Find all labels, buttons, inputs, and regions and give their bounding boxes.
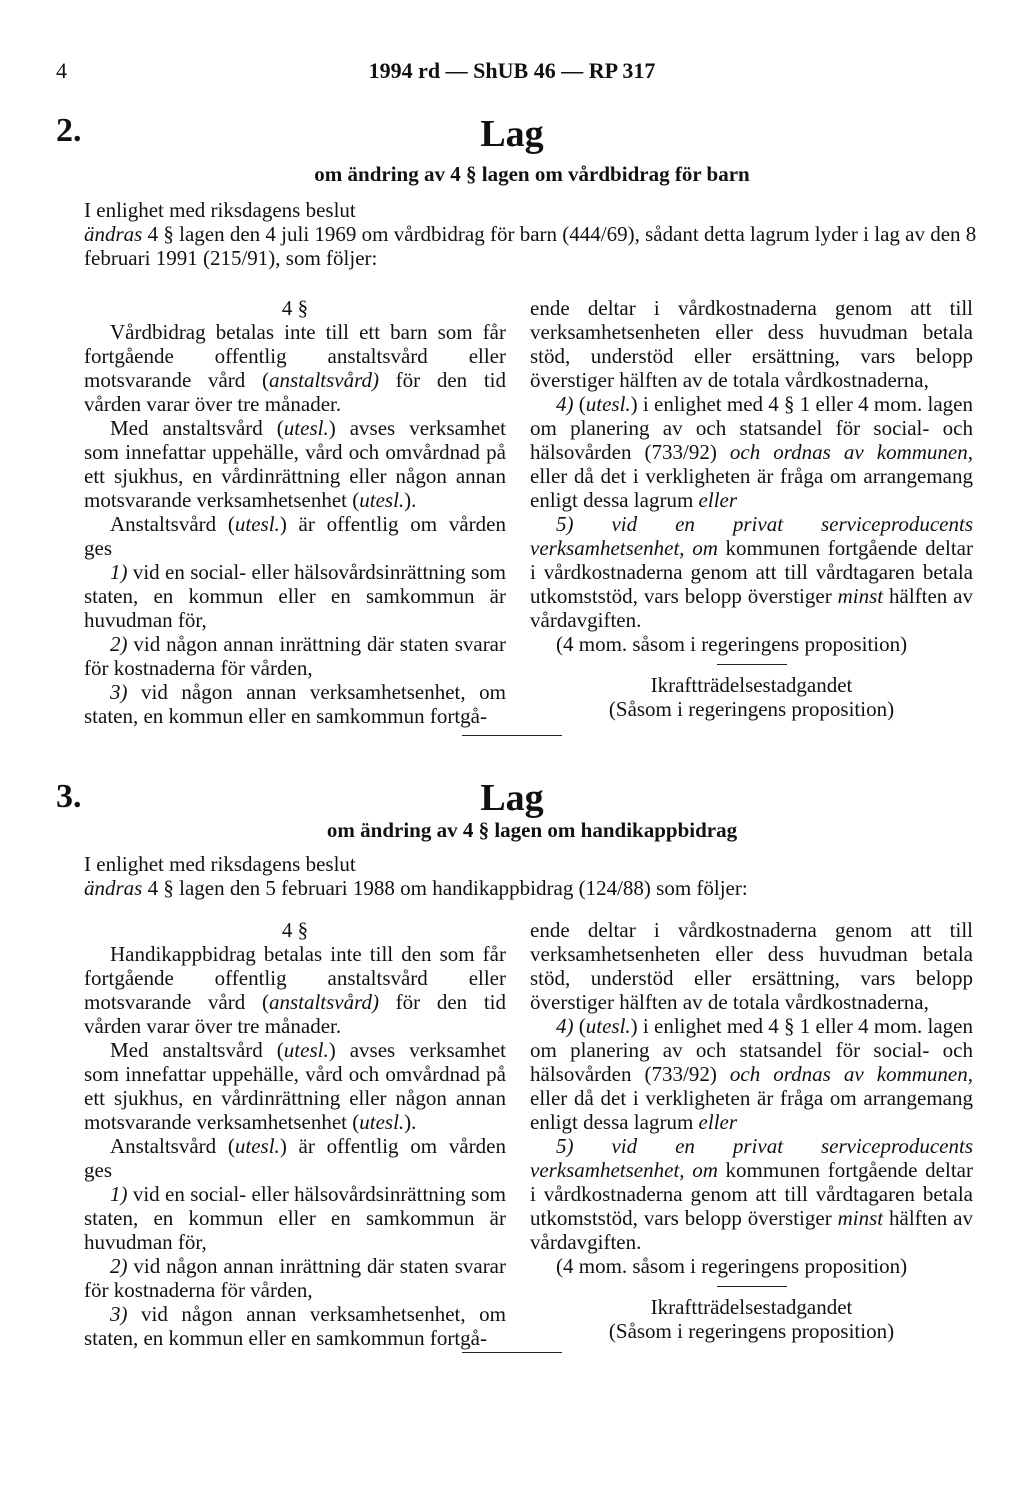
item-1: 1) vid en social- eller hälsovårdsinrättning som staten, en kommun eller en samkommun är huvudman för, bbox=[84, 560, 506, 632]
section-3-intro bbox=[84, 852, 984, 900]
intro-text bbox=[84, 876, 984, 900]
intro-line: I enlighet med riksdagens beslut bbox=[84, 852, 356, 876]
intro-rest: 4 § lagen den 4 juli 1969 om vårdbidrag för barn (444/69), sådant detta lagrum lyder i lag av den 8 februari 1991 (215/91), som följer: bbox=[84, 222, 977, 270]
paragraph-3: Anstaltsvård (utesl.) är offentlig om vården ges bbox=[84, 1134, 506, 1182]
paragraph-3: Anstaltsvård (utesl.) är offentlig om vården ges bbox=[84, 512, 506, 560]
section-3-number: 3. bbox=[56, 778, 82, 815]
right-paragraph-1: ende deltar i vårdkostnaderna genom att till verksamhetsenheten eller dess huvudman betala stöd, understöd eller ersättning, vars belopp överstiger hälften av de totala vårdkostnaderna, bbox=[530, 296, 973, 392]
section-3-subtitle: om ändring av 4 § lagen om handikappbidrag bbox=[326, 818, 738, 842]
section-2-number: 2. bbox=[56, 112, 82, 149]
item-2: 2) vid någon annan inrättning där staten svarar för kostnaderna för vården, bbox=[84, 1254, 506, 1302]
divider bbox=[717, 664, 787, 665]
section-3-left-column bbox=[84, 918, 506, 1350]
right-paragraph-3: 5) vid en privat serviceproducents verksamhetsenhet, om kommunen fortgående deltar i vårdkostnaderna genom att till vårdtagaren betala utkomststöd, vars belopp överstiger minst hälften av vårdavgiften. bbox=[530, 512, 974, 632]
item-3: 3) vid någon annan verksamhetsenhet, om staten, en kommun eller en samkommun fortgå- bbox=[84, 680, 506, 728]
right-paragraph-3: 5) vid en privat serviceproducents verksamhetsenhet, om kommunen fortgående deltar i vårdkostnaderna genom att till vårdtagaren betala utkomststöd, vars belopp överstiger minst hälften av vårdavgiften. bbox=[530, 1134, 974, 1254]
item-1: 1) vid en social- eller hälsovårdsinrättning som staten, en kommun eller en samkommun är huvudman för, bbox=[84, 1182, 506, 1254]
right-paragraph-2: 4) (utesl.) i enlighet med 4 § 1 eller 4 mom. lagen om planering av och statsandel för social- och hälsovården (733/92) och ordnas av kommunen, eller då det i verkligheten är fråga om arrangemang enligt dessa lagrum eller bbox=[530, 1014, 973, 1134]
right-paragraph-4: (4 mom. såsom i regeringens proposition) bbox=[556, 632, 908, 656]
intro-rest: 4 § lagen den 5 februari 1988 om handikappbidrag (124/88) som följer: bbox=[142, 876, 748, 900]
paragraph-heading: 4 § bbox=[281, 296, 309, 320]
intro-verb: ändras bbox=[84, 876, 143, 900]
right-paragraph-4: (4 mom. såsom i regeringens proposition) bbox=[556, 1254, 908, 1278]
section-2-left-column bbox=[84, 296, 506, 728]
intro-text bbox=[84, 222, 984, 270]
page-number: 4 bbox=[56, 58, 67, 83]
right-paragraph-1: ende deltar i vårdkostnaderna genom att till verksamhetsenheten eller dess huvudman betala stöd, understöd eller ersättning, vars belopp överstiger hälften av de totala vårdkostnaderna, bbox=[530, 918, 973, 1014]
section-3-right-column bbox=[530, 918, 973, 1343]
section-2-right-column bbox=[530, 296, 973, 721]
right-paragraph-2: 4) (utesl.) i enlighet med 4 § 1 eller 4 mom. lagen om planering av och statsandel för social- och hälsovården (733/92) och ordnas av kommunen, eller då det i verkligheten är fråga om arrangemang enligt dessa lagrum eller bbox=[530, 392, 973, 512]
item-3: 3) vid någon annan verksamhetsenhet, om staten, en kommun eller en samkommun fortgå- bbox=[84, 1302, 506, 1350]
section-2-subtitle: om ändring av 4 § lagen om vårdbidrag för barn bbox=[314, 162, 750, 186]
section-2-heading: Lag bbox=[480, 113, 544, 155]
paragraph-2: Med anstaltsvård (utesl.) avses verksamhet som innefattar uppehälle, vård och omvårdnad på ett sjukhus, en vårdinrättning eller någon annan motsvarande verksamhetsenhet (utesl.). bbox=[84, 416, 506, 512]
paragraph-heading: 4 § bbox=[281, 918, 309, 942]
section-2-intro bbox=[84, 198, 984, 270]
paragraph-1: Vårdbidrag betalas inte till ett barn som får fortgående offentlig anstaltsvård eller motsvarande vård (anstaltsvård) för den tid vården varar över tre månader. bbox=[84, 320, 506, 416]
paragraph-1: Handikappbidrag betalas inte till den som får fortgående offentlig anstaltsvård eller motsvarande vård (anstaltsvård) för den tid vården varar över tre månader. bbox=[84, 942, 506, 1038]
entry-into-force-title: Ikraftträdelsestadgandet bbox=[650, 673, 853, 697]
section-3-heading: Lag bbox=[480, 777, 544, 819]
section-divider bbox=[462, 1352, 562, 1353]
entry-into-force-text: (Såsom i regeringens proposition) bbox=[608, 697, 895, 721]
divider bbox=[717, 1286, 787, 1287]
entry-into-force-title: Ikraftträdelsestadgandet bbox=[650, 1295, 853, 1319]
item-2: 2) vid någon annan inrättning där staten svarar för kostnaderna för vården, bbox=[84, 632, 506, 680]
section-divider bbox=[462, 735, 562, 736]
intro-line: I enlighet med riksdagens beslut bbox=[84, 198, 356, 222]
intro-verb: ändras bbox=[84, 222, 143, 246]
paragraph-2: Med anstaltsvård (utesl.) avses verksamhet som innefattar uppehälle, vård och omvårdnad på ett sjukhus, en vårdinrättning eller någon annan motsvarande verksamhetsenhet (utesl.). bbox=[84, 1038, 506, 1134]
entry-into-force-text: (Såsom i regeringens proposition) bbox=[608, 1319, 895, 1343]
running-title: 1994 rd — ShUB 46 — RP 317 bbox=[368, 58, 656, 83]
